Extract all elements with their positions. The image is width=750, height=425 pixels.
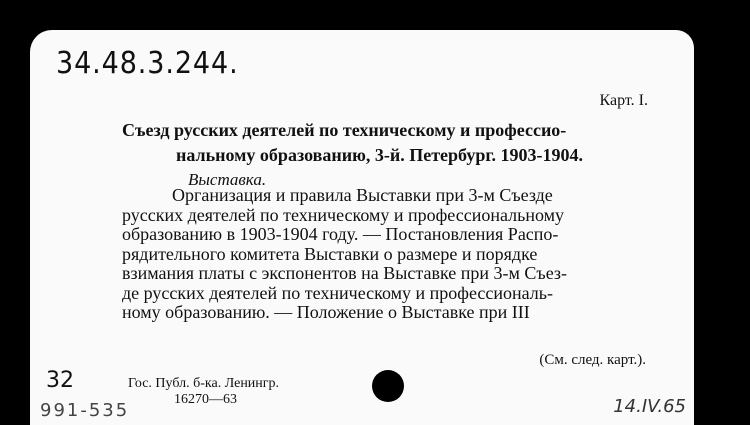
heading-line-2: нальному образованию, 3-й. Петербург. 1903-1904.: [176, 145, 584, 165]
body-line: русских деятелей по техническому и профессиональному: [122, 204, 565, 225]
body-line: образованию в 1903-1904 году. — Постановления Распо-: [122, 224, 559, 244]
card-body: [122, 186, 652, 323]
catalog-card: [30, 30, 694, 425]
subheading: Выставка.: [188, 170, 267, 189]
body-line: ному образованию. — Положение о Выставке при III: [122, 302, 530, 322]
body-line: Организация и правила Выставки при 3-м Съезде: [172, 185, 553, 205]
handwritten-number: 32: [46, 368, 74, 393]
library-stamp: [128, 376, 279, 408]
body-line: взимания платы с экспонентов на Выставке при 3-м Съез-: [122, 263, 568, 283]
card-number: Карт. I.: [599, 92, 648, 109]
body-line: рядительного комитета Выставки о размере и порядке: [122, 243, 538, 264]
heading-line-1: Съезд русских деятелей по техническому и профессио-: [122, 120, 567, 140]
punch-hole: [372, 370, 404, 402]
handwritten-date: 14.IV.65: [613, 396, 686, 417]
library-line-2: 16270—63: [174, 392, 237, 407]
body-line: де русских деятелей по техническому и профессиональ-: [122, 282, 553, 303]
heading: [122, 118, 652, 192]
library-line-1: Гос. Публ. б-ка. Ленингр.: [128, 376, 280, 391]
shelfmark: 34.48.3.244.: [56, 46, 239, 81]
handwritten-code: 991-535: [40, 400, 130, 421]
continuation-note: (См. след. карт.).: [539, 352, 646, 368]
